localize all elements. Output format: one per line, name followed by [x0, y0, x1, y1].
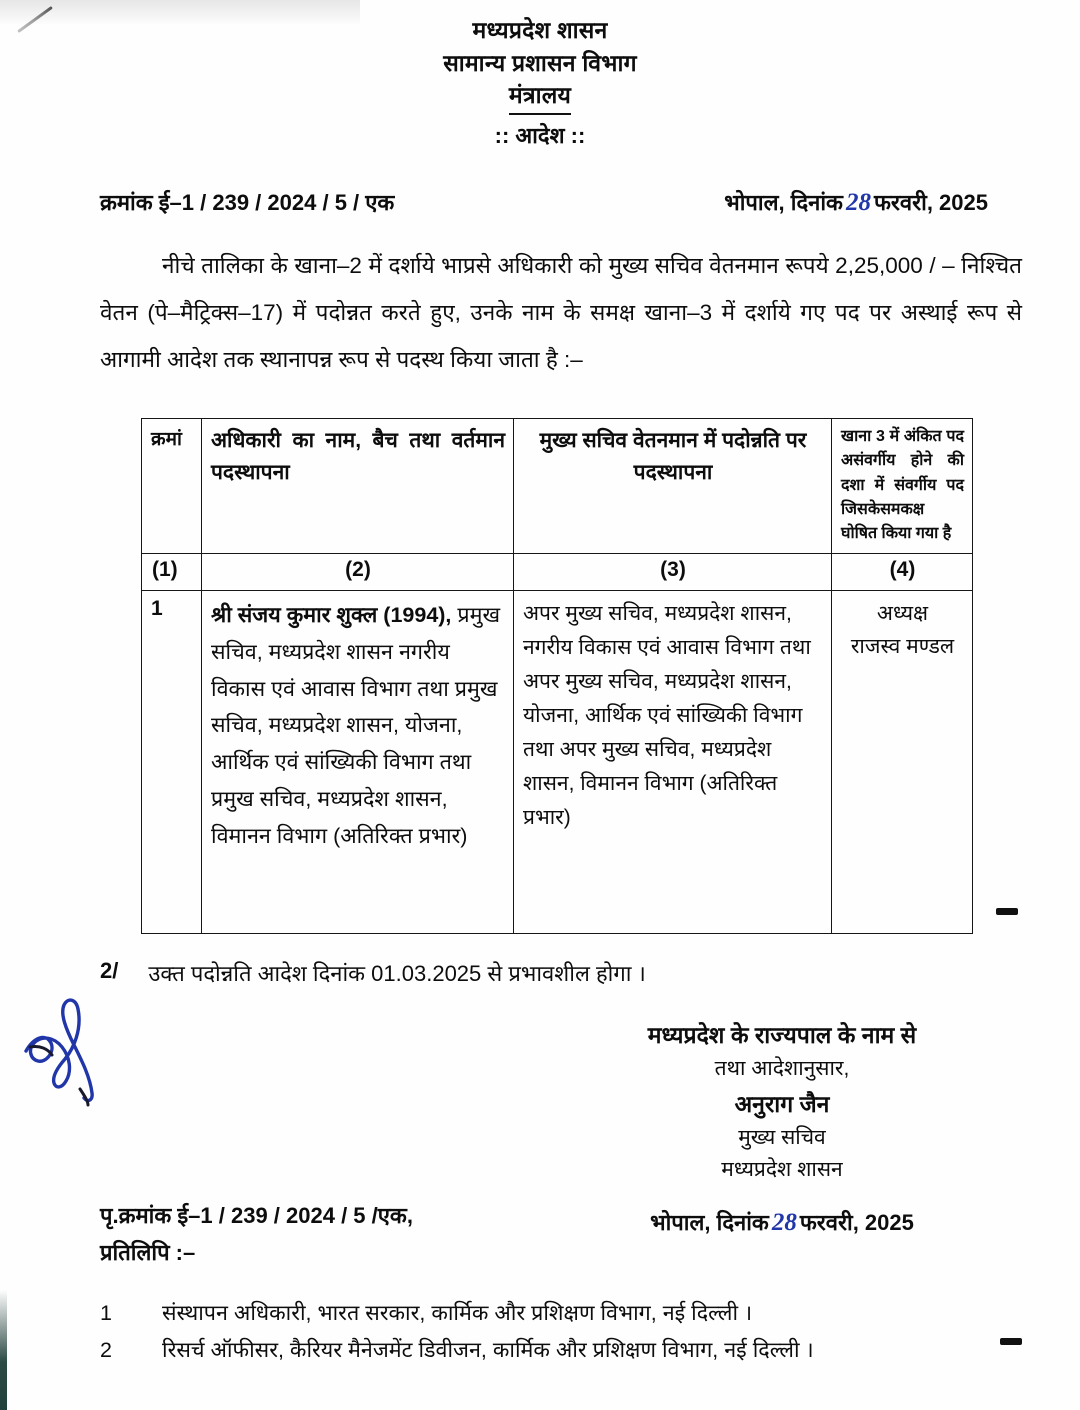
order-body-paragraph: नीचे तालिका के खाना–2 में दर्शाये भाप्रसे अधिकारी को मुख्य सचिव वेतनमान रूपये 2,25,000 / – निश्चित वेतन (पे–मैट्रिक्स–17) में पदोन्नत करते हुए, उनके नाम के समक्ष खाना–3 में दर्शाये गए पद पर अस्थाई रूप से आगामी आदेश तक स्थानापन्न रूप से पदस्थ किया जाता है :– — [100, 253, 1022, 372]
column-number-4: (4) — [832, 553, 973, 590]
endorsement-copy-label: प्रतिलिपि :– — [100, 1239, 196, 1265]
clause-2 — [100, 958, 646, 988]
order-place-date — [724, 187, 1018, 217]
endorsement-block — [100, 1198, 413, 1271]
column-number-2: (2) — [202, 553, 514, 590]
scan-edge-mark — [1000, 1338, 1022, 1345]
signatory-government: मध्यप्रदेश शासन — [721, 1157, 843, 1181]
equivalent-post-line-2: राजस्व मण्डल — [850, 635, 955, 659]
signature-place-label: भोपाल, दिनांक — [650, 1209, 769, 1235]
table-row — [142, 590, 973, 933]
handwritten-day: 28 — [771, 1208, 797, 1236]
order-month-year: फरवरी, 2025 — [873, 190, 988, 216]
header-government-name: मध्यप्रदेश शासन — [472, 17, 608, 43]
signature-by-order-line: तथा आदेशानुसार, — [714, 1056, 850, 1080]
cell-new-posting: अपर मुख्य सचिव, मध्यप्रदेश शासन, नगरीय विकास एवं आवास विभाग तथा अपर मुख्य सचिव, मध्यप्रदेश शासन, योजना, आर्थिक एवं सांख्यिकी विभाग तथा अपर मुख्य सचिव, मध्यप्रदेश शासन, विमानन विभाग (अतिरिक्त प्रभार) — [523, 601, 811, 829]
scan-edge-mark — [996, 908, 1018, 915]
officer-name: श्री संजय कुमार शुक्ल (1994), — [211, 602, 452, 627]
order-place-label: भोपाल, दिनांक — [724, 190, 843, 216]
header-department-name: सामान्य प्रशासन विभाग — [443, 49, 637, 76]
cell-equivalent-post — [841, 597, 964, 664]
signatory-name: अनुराग जैन — [734, 1090, 830, 1117]
scan-edge-strip — [0, 1290, 7, 1410]
table-column-number-row — [142, 553, 973, 590]
table-header-serial: क्रमां — [151, 429, 182, 450]
header-order-label: :: आदेश :: — [494, 122, 586, 148]
signature-block — [572, 1018, 992, 1242]
officer-current-posting: प्रमुख सचिव, मध्यप्रदेश शासन नगरीय विकास एवं आवास विभाग तथा प्रमुख सचिव, मध्यप्रदेश शासन, योजना, आर्थिक एवं सांख्यिकी विभाग तथा प्रमुख सचिव, मध्यप्रदेश शासन, विमानन विभाग (अतिरिक्त प्रभार) — [211, 602, 501, 849]
equivalent-post-line-1: अध्यक्ष — [876, 601, 929, 625]
signatory-designation: मुख्य सचिव — [738, 1125, 826, 1149]
handwritten-signature — [18, 985, 114, 1110]
handwritten-day: 28 — [845, 189, 871, 217]
column-number-3: (3) — [514, 553, 832, 590]
order-reference-number: क्रमांक ई–1 / 239 / 2024 / 5 / एक — [100, 190, 395, 216]
cell-officer-details — [211, 597, 505, 856]
cell-serial-number: 1 — [151, 596, 163, 620]
signature-authority-line: मध्यप्रदेश के राज्यपाल के नाम से — [647, 1022, 917, 1048]
table-header-equivalent-post: खाना 3 में अंकित पद असंवर्गीय होने की दशा में संवर्गीय पद जिसकेसमकक्ष घोषित किया गया है — [841, 428, 964, 543]
copy-recipient-list — [100, 1295, 1000, 1370]
table-header-row — [142, 419, 973, 554]
list-item — [100, 1295, 1000, 1332]
copy-item-index: 1 — [100, 1301, 112, 1325]
column-number-1: (1) — [142, 553, 202, 590]
copy-item-text: संस्थापन अधिकारी, भारत सरकार, कार्मिक और प्रशिक्षण विभाग, नई दिल्ली । — [162, 1301, 753, 1325]
copy-item-index: 2 — [100, 1338, 112, 1363]
table-header-officer: अधिकारी का नाम, बैच तथा वर्तमान पदस्थापना — [211, 429, 505, 484]
table-header-new-posting: मुख्य सचिव वेतनमान में पदोन्नति पर पदस्थापना — [539, 429, 807, 484]
document-header — [0, 0, 1080, 151]
signature-month-year: फरवरी, 2025 — [799, 1209, 914, 1235]
header-ministry-name: मंत्रालय — [509, 79, 571, 115]
endorsement-reference: पृ.क्रमांक ई–1 / 239 / 2024 / 5 /एक, — [100, 1203, 413, 1228]
signature-place-date — [572, 1204, 992, 1242]
order-table — [141, 418, 973, 934]
copy-item-text: रिसर्च ऑफीसर, कैरियर मैनेजमेंट डिवीजन, कार्मिक और प्रशिक्षण विभाग, नई दिल्ली । — [162, 1338, 814, 1363]
list-item — [100, 1332, 1000, 1369]
reference-row — [100, 187, 1018, 217]
clause-2-text: उक्त पदोन्नति आदेश दिनांक 01.03.2025 से प्रभावशील होगा । — [148, 961, 646, 986]
clause-2-number: 2/ — [100, 958, 119, 983]
